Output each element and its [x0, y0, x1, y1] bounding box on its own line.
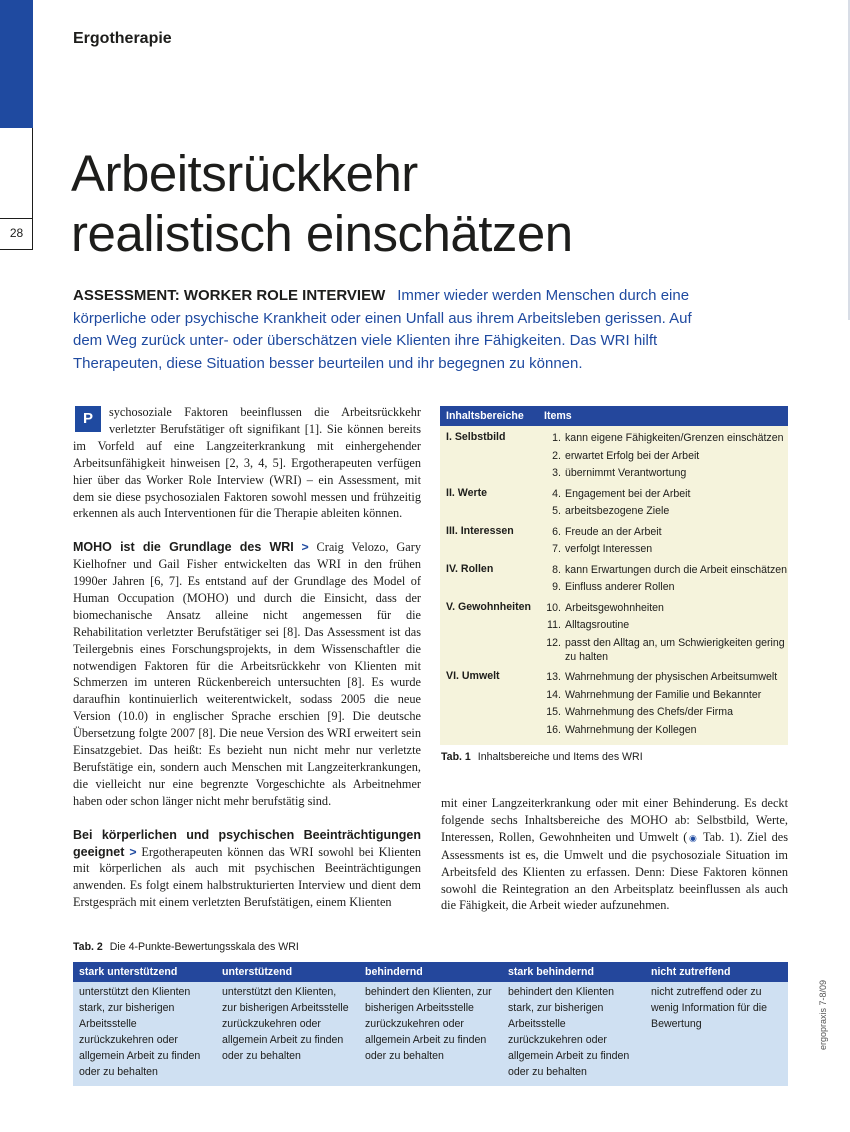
- table-1-item-number: 15.: [546, 706, 561, 718]
- table-2-column-header: nicht zutreffend: [651, 966, 731, 978]
- table-1-area: II. Werte: [446, 486, 488, 499]
- table-1-item: [544, 703, 788, 721]
- table-1-caption-text: Inhaltsbereiche und Items des WRI: [477, 751, 643, 763]
- table-1-item-text: Engagement bei der Arbeit: [565, 487, 691, 500]
- table-1-items: [544, 561, 788, 596]
- intro-text: sychosoziale Faktoren beeinflussen die Arbeitsrückkehr verletzter Berufstätiger oft signifikant [1]. Sie können bereits im Vorfeld auf eine Langzeiterkrankung mit einhergehender Arbeitsunfähigkeit hinweisen [2, 3, 4, 5]. Ergotherapeuten verfügen hier über das Worker Role Interview (WRI) – ein Assessment, mit dem sie diese psychosozialen Faktoren sowohl messen und frühzeitig erkennen als auch Interventionen für die Therapie ableiten können.: [73, 405, 421, 521]
- table-1-items: [544, 429, 788, 482]
- table-1-item-number: 13.: [546, 671, 561, 683]
- table-1-item-text: erwartet Erfolg bei der Arbeit: [565, 449, 700, 462]
- table-1-item-number: 7.: [552, 543, 561, 555]
- article-kicker: ASSESSMENT: WORKER ROLE INTERVIEW: [73, 287, 386, 304]
- table-1-row: [440, 599, 788, 666]
- table-1-header: [440, 406, 788, 426]
- table-1-item: [544, 686, 788, 704]
- table-1-body: [440, 426, 788, 745]
- table-1-item: [544, 429, 788, 447]
- section-label: Ergotherapie: [73, 30, 172, 47]
- table-1-item-number: 6.: [552, 525, 561, 538]
- table-1-item: [544, 502, 788, 520]
- table-1-item-number: 16.: [546, 723, 561, 736]
- table-1-item-number: 9.: [552, 581, 561, 593]
- title-line-2: realistisch einschätzen: [71, 205, 573, 262]
- table-1-items: [544, 523, 788, 558]
- table-reference-link[interactable]: Tab. 1: [702, 829, 736, 844]
- article-lead: [73, 285, 698, 376]
- eye-icon: ◉: [687, 832, 699, 843]
- arrow-icon: >: [301, 540, 309, 555]
- table-1-item-text: Alltagsroutine: [565, 619, 630, 631]
- table-1-area: IV. Rollen: [446, 562, 494, 575]
- table-1-area: VI. Umwelt: [446, 670, 500, 682]
- table-1-item-text: verfolgt Interessen: [565, 543, 653, 555]
- page-number: 28: [9, 226, 24, 240]
- page-edge-bar: [0, 0, 33, 128]
- table-1-item: [544, 561, 788, 579]
- article-title: [71, 144, 573, 264]
- table-2-cell: unterstützt den Klienten stark, zur bisherigen Arbeitsstelle zurückzukehren oder allgemein Arbeit zu finden oder zu behalten: [79, 986, 201, 1078]
- table-1-item-text: Wahrnehmung der Kollegen: [565, 723, 697, 736]
- table-1-item-number: 3.: [552, 467, 561, 479]
- subheading-suitability: Bei körperlichen und psychischen Beeinträchtigungen geeignet: [73, 827, 421, 859]
- paragraph-suitability-text: Ergotherapeuten können das WRI sowohl bei Klienten mit körperlichen als auch mit psychischen Beeinträchtigungen anwenden. Es folgt einem halbstrukturierten Interview und dient dem Erstgespräch mit einem verletzten Berufstätigen, einem Klienten: [73, 844, 421, 910]
- table-1-row: [440, 429, 788, 482]
- table-1: [440, 406, 788, 745]
- table-1-item: [544, 464, 788, 482]
- table-1-item-text: kann eigene Fähigkeiten/Grenzen einschätzen: [565, 432, 784, 444]
- lead-text: Immer wieder werden Menschen durch eine körperliche oder psychische Krankheit oder einen Unfall aus ihrem Arbeitsleben gerissen. Auf dem Weg zurück unter- oder überschätzen viele Klienten ihre Fähigkeiten. Das WRI hilft Therapeuten, diese Situation besser beurteilen und ihr begegnen zu können.: [73, 287, 692, 373]
- text-column-right: [441, 795, 788, 914]
- table-1-item-number: 1.: [552, 432, 561, 444]
- arrow-icon: >: [129, 844, 137, 859]
- table-1-item-text: Wahrnehmung der Familie und Bekannter: [565, 688, 762, 701]
- table-1-item: [544, 523, 788, 541]
- intro-paragraph: [73, 404, 421, 522]
- table-1-item: [544, 485, 788, 503]
- table-2-column-header: behindernd: [365, 966, 423, 978]
- table-1-item-number: 8.: [552, 563, 561, 576]
- table-1-item-text: Freude an der Arbeit: [565, 525, 662, 538]
- table-1-item: [544, 578, 788, 596]
- table-1-item-text: Wahrnehmung der physischen Arbeitsumwelt: [565, 671, 778, 683]
- journal-issue-note: ergopraxis 7-8/09: [818, 979, 828, 1050]
- table-1-items: [544, 599, 788, 666]
- table-2-column-header: stark unterstützend: [79, 966, 178, 978]
- table-2-caption-text: Die 4-Punkte-Bewertungsskala des WRI: [109, 941, 299, 953]
- table-1-item: [544, 616, 788, 634]
- title-line-1: Arbeitsrückkehr: [71, 145, 418, 202]
- table-1-item: [544, 447, 788, 465]
- table-1-item: [544, 721, 788, 739]
- table-1-header-items: Items: [544, 410, 572, 422]
- table-1-item-number: 5.: [552, 505, 561, 517]
- paragraph-suitability: [73, 827, 421, 912]
- table-1-area: III. Interessen: [446, 524, 514, 537]
- table-1-item-number: 12.: [546, 636, 561, 649]
- table-1-area: I. Selbstbild: [446, 431, 506, 443]
- table-2-cell: behindert den Klienten, zur bisherigen Arbeitsstelle zurückzukehren oder allgemein Arbeit zu finden oder zu behalten: [365, 986, 492, 1062]
- right-text-b: ). Ziel des Assessments ist es, die Umwelt und die psychosoziale Situation im Arbeitsfeld des Klienten zu erfassen. Denn: Diese Faktoren können sowohl die Reintegration an den Arbeitsplatz beeinflussen als auch die Fähigkeit, die Arbeit wieder aufzunehmen.: [441, 829, 789, 913]
- dropcap: P: [75, 406, 101, 432]
- table-1-header-area: Inhaltsbereiche: [446, 410, 524, 422]
- table-2: [73, 962, 788, 1086]
- table-1-row: [440, 561, 788, 596]
- right-text-a: mit einer Langzeiterkrankung oder mit einer Behinderung. Es deckt folgende sechs Inhaltsbereiche des MOHO ab: Selbstbild, Werte, Interessen, Rollen, Gewohnheiten und Umwelt (: [441, 796, 788, 844]
- table-2-column-header: stark behindernd: [508, 966, 594, 978]
- subheading-moho: MOHO ist die Grundlage des WRI: [73, 540, 294, 555]
- table-1-item-text: arbeitsbezogene Ziele: [565, 505, 670, 517]
- table-2-caption: [73, 941, 299, 953]
- table-1-item-number: 4.: [552, 487, 561, 500]
- table-1-item-text: übernimmt Verantwortung: [565, 467, 687, 479]
- table-1-item-text: passt den Alltag an, um Schwierigkeiten gering zu halten: [565, 636, 785, 663]
- table-1-items: [544, 668, 788, 738]
- table-1-item: [544, 540, 788, 558]
- table-1-item-text: Einfluss anderer Rollen: [565, 581, 675, 593]
- table-1-caption-label: Tab. 1: [441, 751, 471, 763]
- table-1-item-number: 14.: [546, 688, 561, 701]
- table-2-header: [73, 962, 788, 982]
- table-2-cell: nicht zutreffend oder zu wenig Information für die Bewertung: [651, 986, 768, 1030]
- table-1-item-number: 11.: [547, 619, 561, 631]
- table-1-items: [544, 485, 788, 520]
- table-1-row: [440, 485, 788, 520]
- table-1-item-number: 10.: [546, 601, 561, 614]
- table-1-row: [440, 668, 788, 738]
- table-1-item-text: Arbeitsgewohnheiten: [565, 601, 664, 614]
- table-2-cell: unterstützt den Klienten, zur bisherigen Arbeitsstelle zurückzukehren oder allgemein Arbeit zu finden oder zu behalten: [222, 986, 349, 1062]
- table-1-item-text: kann Erwartungen durch die Arbeit einschätzen: [565, 563, 788, 576]
- table-2-cell: behindert den Klienten stark, zur bisherigen Arbeitsstelle zurückzukehren oder allgemein Arbeit zu finden oder zu behalten: [508, 986, 630, 1078]
- table-2-caption-label: Tab. 2: [73, 941, 103, 953]
- table-1-item-number: 2.: [552, 449, 561, 462]
- table-2-column-header: unterstützend: [222, 966, 293, 978]
- text-column-left: [73, 404, 421, 928]
- table-1-row: [440, 523, 788, 558]
- table-1-item: [544, 599, 788, 617]
- paragraph-moho-text: Craig Velozo, Gary Kielhofner und Gail Fisher entwickelten das WRI in den frühen 1990er Jahren [6, 7]. Es entstand auf der Grundlage des Model of Human Occupation (MOHO) und durch die Einsicht, dass der biomechanische Ansatz alleine nicht angemessen für die Rehabilitation verletzter Berufstätiger sei [8]. Das Assessment ist das Teilergebnis eines Forschungsprojekts, in dem Wissenschaftler die notwendigen Faktoren für die Arbeitsrückkehr von Klienten mit Schmerzen im unteren Rückenbereich untersuchten [8]. Es wurde daraufhin kontinuierlich weiterentwickelt, sodass 2005 die neue Version (10.0) in englischer Sprache erschien [9]. Die deutsche Übersetzung folgte 2007 [8]. Die neue Version des WRI erweitert sein Einsatzgebiet. Das heißt: Es bezieht nun nicht mehr nur verletzte Berufstätige ein, sondern auch Menschen mit Langzeiterkrankungen, die vielleicht nur eine begrenzte Vorgeschichte als Arbeitnehmer haben oder schon länger nicht mehr berufstätig sind.: [73, 540, 421, 808]
- table-1-area: V. Gewohnheiten: [446, 600, 531, 613]
- table-1-caption: [441, 751, 643, 763]
- table-1-item: [544, 634, 788, 666]
- table-2-body: [73, 982, 788, 1086]
- table-1-item-text: Wahrnehmung des Chefs/der Firma: [565, 706, 733, 718]
- table-1-item: [544, 668, 788, 686]
- paragraph-moho: [73, 539, 421, 810]
